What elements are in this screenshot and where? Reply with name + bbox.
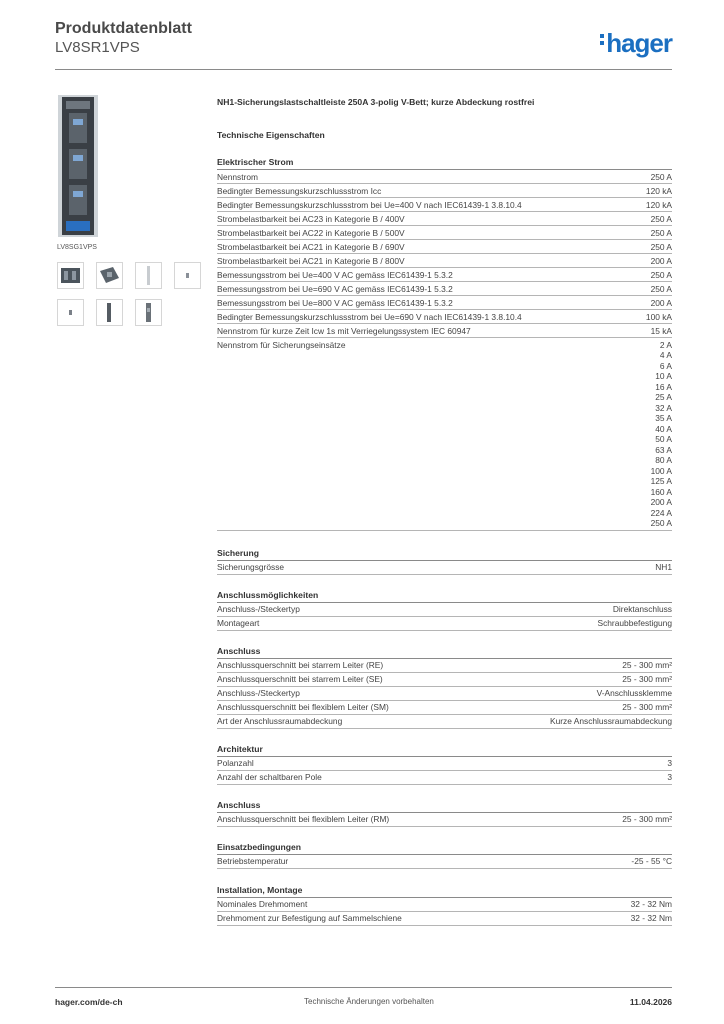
- spec-section: [217, 799, 672, 827]
- spec-row: [217, 226, 672, 240]
- spec-value: Schraubbefestigung: [597, 618, 672, 628]
- spec-value: Kurze Anschlussraumabdeckung: [550, 716, 672, 726]
- spec-value: 250 A: [650, 283, 672, 294]
- spec-row: [217, 324, 672, 338]
- spec-value: Direktanschluss: [612, 604, 672, 614]
- spec-value: 25 - 300 mm²: [622, 660, 672, 670]
- header: [55, 20, 672, 68]
- footer-note: Technische Änderungen vorbehalten: [304, 997, 434, 1006]
- thumbnail-device-icon: [175, 263, 200, 288]
- page-title: Produktdatenblatt: [55, 20, 192, 37]
- footer-divider: [55, 987, 672, 988]
- section-title: Anschluss: [217, 645, 672, 659]
- spec-label: Bedingter Bemessungskurzschlussstrom bei Ue=400 V nach IEC61439-1 3.8.10.4: [217, 199, 522, 210]
- spec-label: Bedingter Bemessungskurzschlussstrom bei Ue=690 V nach IEC61439-1 3.8.10.4: [217, 311, 522, 322]
- spec-value: NH1: [655, 562, 672, 572]
- spec-section: [217, 884, 672, 926]
- spec-value: 250 A: [650, 171, 672, 182]
- spec-value: V-Anschlussklemme: [596, 688, 672, 698]
- spec-section: [217, 841, 672, 869]
- product-specs: [217, 96, 672, 926]
- footer-website[interactable]: hager.com/de-ch: [55, 997, 123, 1007]
- spec-value: 250 A: [650, 269, 672, 280]
- spec-label: Anschluss-/Steckertyp: [217, 688, 300, 698]
- spec-label: Bemessungsstrom bei Ue=400 V AC gemäss IEC61439-1 5.3.2: [217, 269, 453, 280]
- product-title: NH1-Sicherungslastschaltleiste 250A 3-polig V-Bett; kurze Abdeckung rostfrei: [217, 97, 535, 107]
- spec-value: 15 kA: [650, 325, 672, 336]
- spec-row: [217, 673, 672, 687]
- spec-value: 200 A: [650, 297, 672, 308]
- spec-value: 100 kA: [645, 311, 672, 322]
- thumbnail-device-icon: [136, 300, 161, 325]
- spec-row: [217, 855, 672, 869]
- spec-value: 32 - 32 Nm: [630, 913, 672, 923]
- spec-label: Nennstrom für kurze Zeit Icw 1s mit Verriegelungssystem IEC 60947: [217, 325, 471, 336]
- spec-row: [217, 603, 672, 617]
- spec-section: [217, 589, 672, 631]
- spec-value: 2 A 4 A 6 A 10 A 16 A 25 A 32 A 35 A 40 A 50 A 63 A 80 A 100 A 125 A 160 A 200 A 224 A 250 A: [650, 339, 672, 528]
- spec-sections: [217, 156, 672, 926]
- thumbnail-3[interactable]: [135, 262, 162, 289]
- thumbnail-7[interactable]: [135, 299, 162, 326]
- spec-label: Drehmoment zur Befestigung auf Sammelschiene: [217, 913, 402, 923]
- spec-value: 120 kA: [645, 185, 672, 196]
- thumbnail-2[interactable]: [96, 262, 123, 289]
- spec-label: Nennstrom für Sicherungseinsätze: [217, 339, 346, 350]
- spec-label: Strombelastbarkeit bei AC21 in Kategorie B / 800V: [217, 255, 405, 266]
- thumbnail-device-icon: [136, 263, 161, 288]
- hager-logo: hager: [600, 28, 672, 59]
- spec-label: Bemessungsstrom bei Ue=800 V AC gemäss IEC61439-1 5.3.2: [217, 297, 453, 308]
- spec-label: Montageart: [217, 618, 260, 628]
- spec-label: Bemessungsstrom bei Ue=690 V AC gemäss IEC61439-1 5.3.2: [217, 283, 453, 294]
- spec-value: 200 A: [650, 255, 672, 266]
- spec-value: 120 kA: [645, 199, 672, 210]
- spec-value: 250 A: [650, 241, 672, 252]
- thumbnail-4[interactable]: [174, 262, 201, 289]
- spec-row: [217, 687, 672, 701]
- section-title: Installation, Montage: [217, 884, 672, 898]
- spec-row: [217, 310, 672, 324]
- tech-heading: Technische Eigenschaften: [217, 130, 325, 140]
- spec-row: [217, 757, 672, 771]
- spec-label: Art der Anschlussraumabdeckung: [217, 716, 343, 726]
- header-divider: [55, 69, 672, 70]
- spec-row: [217, 617, 672, 631]
- spec-label: Betriebstemperatur: [217, 856, 289, 866]
- spec-label: Anschluss-/Steckertyp: [217, 604, 300, 614]
- spec-label: Strombelastbarkeit bei AC22 in Kategorie B / 500V: [217, 227, 405, 238]
- spec-label: Strombelastbarkeit bei AC23 in Kategorie B / 400V: [217, 213, 405, 224]
- spec-row: [217, 771, 672, 785]
- spec-row: [217, 240, 672, 254]
- spec-value: -25 - 55 °C: [631, 856, 672, 866]
- spec-row: [217, 198, 672, 212]
- spec-row: [217, 813, 672, 827]
- logo-dots-icon: [600, 34, 604, 48]
- spec-row: [217, 912, 672, 926]
- spec-label: Bedingter Bemessungskurzschlussstrom Icc: [217, 185, 382, 196]
- spec-row: [217, 898, 672, 912]
- spec-value: 250 A: [650, 227, 672, 238]
- spec-row: [217, 296, 672, 310]
- spec-label: Strombelastbarkeit bei AC21 in Kategorie B / 690V: [217, 241, 405, 252]
- spec-row: [217, 212, 672, 226]
- spec-row: [217, 561, 672, 575]
- spec-section: [217, 645, 672, 729]
- spec-row: [217, 170, 672, 184]
- spec-value: 25 - 300 mm²: [622, 814, 672, 824]
- product-image-label: LV8SG1VPS: [57, 244, 97, 251]
- thumbnail-device-icon: [58, 300, 83, 325]
- spec-row: [217, 701, 672, 715]
- spec-section: [217, 743, 672, 785]
- spec-label: Anschlussquerschnitt bei flexiblem Leiter (RM): [217, 814, 390, 824]
- spec-label: Polanzahl: [217, 758, 254, 768]
- spec-label: Nennstrom: [217, 171, 258, 182]
- spec-label: Anschlussquerschnitt bei starrem Leiter (RE): [217, 660, 384, 670]
- section-title: Anschluss: [217, 799, 672, 813]
- thumbnail-6[interactable]: [96, 299, 123, 326]
- footer-date: 11.04.2026: [629, 997, 672, 1007]
- spec-label: Sicherungsgrösse: [217, 562, 285, 572]
- thumbnail-5[interactable]: [57, 299, 84, 326]
- spec-label: Anschlussquerschnitt bei flexiblem Leiter (SM): [217, 702, 389, 712]
- thumbnail-device-icon: [97, 300, 122, 325]
- spec-row: [217, 282, 672, 296]
- spec-value: 32 - 32 Nm: [630, 899, 672, 909]
- section-title: Anschlussmöglichkeiten: [217, 589, 672, 603]
- section-title: Architektur: [217, 743, 672, 757]
- thumbnail-device-icon: [58, 263, 83, 288]
- spec-row: [217, 268, 672, 282]
- section-title: Einsatzbedingungen: [217, 841, 672, 855]
- product-image[interactable]: [58, 95, 98, 237]
- spec-row: [217, 338, 672, 531]
- spec-row: [217, 184, 672, 198]
- spec-section: [217, 156, 672, 531]
- spec-row: [217, 254, 672, 268]
- section-title: Elektrischer Strom: [217, 156, 672, 170]
- spec-value: 25 - 300 mm²: [622, 702, 672, 712]
- spec-section: [217, 547, 672, 575]
- section-title: Sicherung: [217, 547, 672, 561]
- spec-label: Anschlussquerschnitt bei starrem Leiter (SE): [217, 674, 383, 684]
- spec-value: 250 A: [650, 213, 672, 224]
- thumbnail-device-icon: [97, 263, 122, 288]
- spec-label: Nominales Drehmoment: [217, 899, 308, 909]
- spec-value: 25 - 300 mm²: [622, 674, 672, 684]
- article-number: LV8SR1VPS: [55, 39, 140, 56]
- thumbnail-1[interactable]: [57, 262, 84, 289]
- spec-row: [217, 659, 672, 673]
- spec-value: 3: [667, 758, 672, 768]
- spec-value: 3: [667, 772, 672, 782]
- spec-label: Anzahl der schaltbaren Pole: [217, 772, 322, 782]
- spec-row: [217, 715, 672, 729]
